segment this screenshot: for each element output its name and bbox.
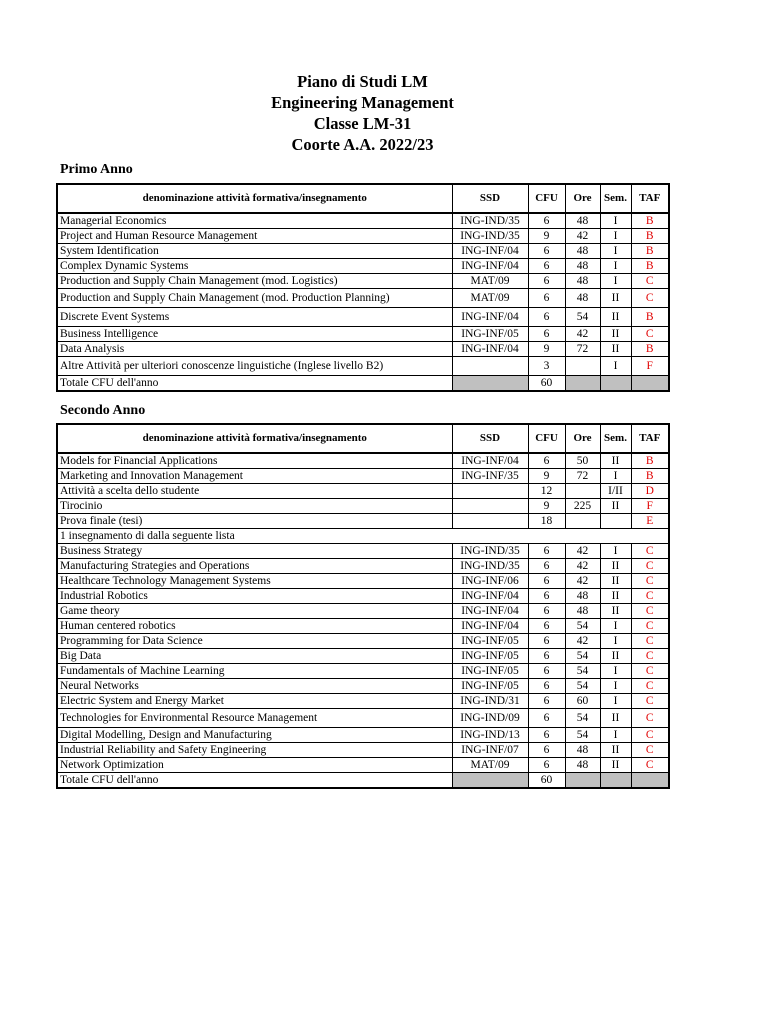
total-cfu: 60 bbox=[528, 773, 565, 789]
sem-value: I bbox=[600, 728, 631, 743]
ore-value: 54 bbox=[565, 679, 600, 694]
taf-value: C bbox=[631, 559, 669, 574]
section-label-year1: Primo Anno bbox=[60, 162, 133, 177]
sem-value: I bbox=[600, 259, 631, 274]
ore-value bbox=[565, 357, 600, 376]
ore-value: 42 bbox=[565, 559, 600, 574]
cfu-value: 6 bbox=[528, 634, 565, 649]
course-name: Business Intelligence bbox=[57, 327, 452, 342]
cfu-value: 6 bbox=[528, 743, 565, 758]
ssd-code: ING-INF/05 bbox=[452, 679, 528, 694]
ssd-code: ING-INF/04 bbox=[452, 589, 528, 604]
table-year2 bbox=[56, 423, 670, 789]
ssd-code: ING-INF/05 bbox=[452, 649, 528, 664]
sem-value: II bbox=[600, 709, 631, 728]
header-ore: Ore bbox=[565, 424, 600, 453]
table-row bbox=[57, 342, 669, 357]
header-taf: TAF bbox=[631, 184, 669, 213]
table-row bbox=[57, 634, 669, 649]
taf-value: C bbox=[631, 574, 669, 589]
title-line: Engineering Management bbox=[271, 93, 454, 112]
taf-value: B bbox=[631, 213, 669, 229]
course-name: Managerial Economics bbox=[57, 213, 452, 229]
sem-value: II bbox=[600, 342, 631, 357]
course-name: Electric System and Energy Market bbox=[57, 694, 452, 709]
cfu-value: 6 bbox=[528, 289, 565, 308]
sem-value: II bbox=[600, 308, 631, 327]
course-name: Complex Dynamic Systems bbox=[57, 259, 452, 274]
taf-value: B bbox=[631, 342, 669, 357]
table-row bbox=[57, 619, 669, 634]
empty-cell bbox=[631, 376, 669, 392]
course-name: Digital Modelling, Design and Manufacturing bbox=[57, 728, 452, 743]
empty-cell bbox=[565, 376, 600, 392]
course-name: Business Strategy bbox=[57, 544, 452, 559]
table-row bbox=[57, 484, 669, 499]
taf-value: F bbox=[631, 357, 669, 376]
taf-value: D bbox=[631, 484, 669, 499]
table-row bbox=[57, 308, 669, 327]
sem-value: I bbox=[600, 229, 631, 244]
ore-value: 48 bbox=[565, 758, 600, 773]
ore-value: 48 bbox=[565, 289, 600, 308]
taf-value: C bbox=[631, 728, 669, 743]
cfu-value: 9 bbox=[528, 469, 565, 484]
ssd-code: ING-IND/13 bbox=[452, 728, 528, 743]
cfu-value: 6 bbox=[528, 327, 565, 342]
table-year1 bbox=[56, 183, 670, 392]
ssd-code: ING-INF/07 bbox=[452, 743, 528, 758]
course-name: Industrial Reliability and Safety Engineering bbox=[57, 743, 452, 758]
sem-value: I/II bbox=[600, 484, 631, 499]
ore-value: 48 bbox=[565, 274, 600, 289]
ore-value: 42 bbox=[565, 229, 600, 244]
title-line: Coorte A.A. 2022/23 bbox=[291, 135, 434, 154]
cfu-value: 6 bbox=[528, 709, 565, 728]
table-row bbox=[57, 709, 669, 728]
ore-value: 54 bbox=[565, 664, 600, 679]
cfu-value: 9 bbox=[528, 229, 565, 244]
empty-cell bbox=[631, 773, 669, 789]
course-name: Production and Supply Chain Management (mod. Production Planning) bbox=[57, 289, 452, 308]
ssd-code: ING-IND/31 bbox=[452, 694, 528, 709]
ore-value: 48 bbox=[565, 589, 600, 604]
ssd-code: ING-IND/35 bbox=[452, 213, 528, 229]
total-row bbox=[57, 376, 669, 392]
taf-value: C bbox=[631, 634, 669, 649]
taf-value: C bbox=[631, 758, 669, 773]
ore-value: 50 bbox=[565, 453, 600, 469]
table-row bbox=[57, 514, 669, 529]
taf-value: C bbox=[631, 544, 669, 559]
ssd-code: MAT/09 bbox=[452, 758, 528, 773]
cfu-value: 6 bbox=[528, 308, 565, 327]
cfu-value: 6 bbox=[528, 589, 565, 604]
cfu-value: 3 bbox=[528, 357, 565, 376]
total-label: Totale CFU dell'anno bbox=[57, 773, 452, 789]
ore-value: 48 bbox=[565, 604, 600, 619]
ore-value: 48 bbox=[565, 259, 600, 274]
ore-value: 42 bbox=[565, 544, 600, 559]
ssd-code: ING-INF/04 bbox=[452, 244, 528, 259]
empty-cell bbox=[565, 773, 600, 789]
ssd-code: ING-IND/35 bbox=[452, 559, 528, 574]
course-name: System Identification bbox=[57, 244, 452, 259]
ssd-code bbox=[452, 514, 528, 529]
cfu-value: 6 bbox=[528, 619, 565, 634]
ore-value: 72 bbox=[565, 469, 600, 484]
table-row bbox=[57, 758, 669, 773]
sem-value: I bbox=[600, 469, 631, 484]
sem-value: I bbox=[600, 664, 631, 679]
sem-value: I bbox=[600, 619, 631, 634]
sem-value: I bbox=[600, 274, 631, 289]
header-ssd: SSD bbox=[452, 424, 528, 453]
table-header-row bbox=[57, 424, 669, 453]
taf-value: E bbox=[631, 514, 669, 529]
taf-value: B bbox=[631, 469, 669, 484]
course-name: Prova finale (tesi) bbox=[57, 514, 452, 529]
course-name: Models for Financial Applications bbox=[57, 453, 452, 469]
title-line: Piano di Studi LM bbox=[297, 72, 428, 91]
course-name: Human centered robotics bbox=[57, 619, 452, 634]
ore-value: 48 bbox=[565, 743, 600, 758]
ore-value: 72 bbox=[565, 342, 600, 357]
sem-value: I bbox=[600, 634, 631, 649]
taf-value: C bbox=[631, 604, 669, 619]
table-row bbox=[57, 469, 669, 484]
cfu-value: 6 bbox=[528, 649, 565, 664]
table-row bbox=[57, 649, 669, 664]
ssd-code bbox=[452, 357, 528, 376]
ore-value: 54 bbox=[565, 308, 600, 327]
ssd-code bbox=[452, 499, 528, 514]
taf-value: B bbox=[631, 244, 669, 259]
sem-value: II bbox=[600, 499, 631, 514]
course-name: Discrete Event Systems bbox=[57, 308, 452, 327]
ssd-code: ING-INF/04 bbox=[452, 259, 528, 274]
ssd-code: ING-IND/35 bbox=[452, 544, 528, 559]
sem-value: I bbox=[600, 544, 631, 559]
cfu-value: 6 bbox=[528, 604, 565, 619]
course-name: Game theory bbox=[57, 604, 452, 619]
sem-value: II bbox=[600, 589, 631, 604]
table-row bbox=[57, 453, 669, 469]
table-row bbox=[57, 244, 669, 259]
course-name: Technologies for Environmental Resource Management bbox=[57, 709, 452, 728]
ssd-code: ING-INF/04 bbox=[452, 308, 528, 327]
cfu-value: 18 bbox=[528, 514, 565, 529]
ssd-code: MAT/09 bbox=[452, 289, 528, 308]
cfu-value: 12 bbox=[528, 484, 565, 499]
course-name: Manufacturing Strategies and Operations bbox=[57, 559, 452, 574]
cfu-value: 6 bbox=[528, 664, 565, 679]
ore-value: 42 bbox=[565, 634, 600, 649]
cfu-value: 6 bbox=[528, 274, 565, 289]
ssd-code: ING-IND/35 bbox=[452, 229, 528, 244]
table-header-row bbox=[57, 184, 669, 213]
taf-value: B bbox=[631, 453, 669, 469]
taf-value: C bbox=[631, 589, 669, 604]
cfu-value: 6 bbox=[528, 679, 565, 694]
course-name: Industrial Robotics bbox=[57, 589, 452, 604]
taf-value: C bbox=[631, 679, 669, 694]
table-row bbox=[57, 213, 669, 229]
header-sem: Sem. bbox=[600, 184, 631, 213]
sem-value: II bbox=[600, 574, 631, 589]
course-name: Fundamentals of Machine Learning bbox=[57, 664, 452, 679]
taf-value: C bbox=[631, 664, 669, 679]
header-cfu: CFU bbox=[528, 424, 565, 453]
table-row bbox=[57, 274, 669, 289]
ssd-code: ING-INF/04 bbox=[452, 342, 528, 357]
ore-value: 42 bbox=[565, 574, 600, 589]
ore-value: 54 bbox=[565, 649, 600, 664]
table-row bbox=[57, 604, 669, 619]
ssd-code: ING-INF/04 bbox=[452, 453, 528, 469]
header-denominazione: denominazione attività formativa/insegnamento bbox=[57, 424, 452, 453]
cfu-value: 9 bbox=[528, 342, 565, 357]
ore-value: 54 bbox=[565, 619, 600, 634]
course-name: Network Optimization bbox=[57, 758, 452, 773]
cfu-value: 6 bbox=[528, 728, 565, 743]
sem-value: I bbox=[600, 694, 631, 709]
course-name: Altre Attività per ulteriori conoscenze linguistiche (Inglese livello B2) bbox=[57, 357, 452, 376]
table-row bbox=[57, 574, 669, 589]
table-row bbox=[57, 499, 669, 514]
course-name: Healthcare Technology Management Systems bbox=[57, 574, 452, 589]
table-row bbox=[57, 327, 669, 342]
sem-value: II bbox=[600, 758, 631, 773]
sem-value: I bbox=[600, 244, 631, 259]
cfu-value: 6 bbox=[528, 453, 565, 469]
taf-value: C bbox=[631, 743, 669, 758]
list-note: 1 insegnamento di dalla seguente lista bbox=[57, 529, 669, 544]
cfu-value: 6 bbox=[528, 259, 565, 274]
total-cfu: 60 bbox=[528, 376, 565, 392]
table-row bbox=[57, 679, 669, 694]
table-row bbox=[57, 589, 669, 604]
ore-value: 48 bbox=[565, 213, 600, 229]
course-name: Data Analysis bbox=[57, 342, 452, 357]
cfu-value: 6 bbox=[528, 559, 565, 574]
header-ssd: SSD bbox=[452, 184, 528, 213]
taf-value: C bbox=[631, 289, 669, 308]
course-name: Programming for Data Science bbox=[57, 634, 452, 649]
cfu-value: 6 bbox=[528, 694, 565, 709]
ssd-code: ING-INF/04 bbox=[452, 604, 528, 619]
empty-cell bbox=[452, 376, 528, 392]
table-row bbox=[57, 544, 669, 559]
taf-value: C bbox=[631, 649, 669, 664]
taf-value: C bbox=[631, 694, 669, 709]
cfu-value: 6 bbox=[528, 544, 565, 559]
table-row bbox=[57, 259, 669, 274]
table-row bbox=[57, 728, 669, 743]
cfu-value: 6 bbox=[528, 758, 565, 773]
taf-value: B bbox=[631, 229, 669, 244]
ore-value: 54 bbox=[565, 728, 600, 743]
ssd-code: ING-INF/35 bbox=[452, 469, 528, 484]
title-line: Classe LM-31 bbox=[313, 114, 412, 133]
ore-value: 54 bbox=[565, 709, 600, 728]
sem-value bbox=[600, 514, 631, 529]
course-name: Attività a scelta dello studente bbox=[57, 484, 452, 499]
cfu-value: 6 bbox=[528, 574, 565, 589]
course-name: Tirocinio bbox=[57, 499, 452, 514]
cfu-value: 6 bbox=[528, 213, 565, 229]
taf-value: C bbox=[631, 274, 669, 289]
total-label: Totale CFU dell'anno bbox=[57, 376, 452, 392]
course-name: Marketing and Innovation Management bbox=[57, 469, 452, 484]
ore-value bbox=[565, 514, 600, 529]
empty-cell bbox=[452, 773, 528, 789]
course-name: Big Data bbox=[57, 649, 452, 664]
taf-value: B bbox=[631, 259, 669, 274]
empty-cell bbox=[600, 376, 631, 392]
ssd-code: ING-IND/09 bbox=[452, 709, 528, 728]
ore-value: 225 bbox=[565, 499, 600, 514]
table-row bbox=[57, 229, 669, 244]
header-denominazione: denominazione attività formativa/insegnamento bbox=[57, 184, 452, 213]
sem-value: II bbox=[600, 604, 631, 619]
list-note-row bbox=[57, 529, 669, 544]
cfu-value: 6 bbox=[528, 244, 565, 259]
ore-value bbox=[565, 484, 600, 499]
total-row bbox=[57, 773, 669, 789]
taf-value: C bbox=[631, 709, 669, 728]
header-sem: Sem. bbox=[600, 424, 631, 453]
taf-value: B bbox=[631, 308, 669, 327]
sem-value: II bbox=[600, 559, 631, 574]
table-row bbox=[57, 743, 669, 758]
taf-value: C bbox=[631, 619, 669, 634]
empty-cell bbox=[600, 773, 631, 789]
sem-value: II bbox=[600, 289, 631, 308]
ssd-code: ING-INF/05 bbox=[452, 327, 528, 342]
sem-value: II bbox=[600, 649, 631, 664]
ore-value: 60 bbox=[565, 694, 600, 709]
sem-value: II bbox=[600, 453, 631, 469]
header-taf: TAF bbox=[631, 424, 669, 453]
sem-value: I bbox=[600, 679, 631, 694]
sem-value: II bbox=[600, 327, 631, 342]
table-row bbox=[57, 559, 669, 574]
cfu-value: 9 bbox=[528, 499, 565, 514]
taf-value: F bbox=[631, 499, 669, 514]
header-cfu: CFU bbox=[528, 184, 565, 213]
ssd-code: ING-INF/05 bbox=[452, 634, 528, 649]
document-title bbox=[0, 71, 725, 155]
course-name: Project and Human Resource Management bbox=[57, 229, 452, 244]
ssd-code: ING-INF/05 bbox=[452, 664, 528, 679]
ssd-code bbox=[452, 484, 528, 499]
table-row bbox=[57, 694, 669, 709]
ore-value: 42 bbox=[565, 327, 600, 342]
section-label-year2: Secondo Anno bbox=[60, 403, 146, 418]
ssd-code: ING-INF/06 bbox=[452, 574, 528, 589]
table-row bbox=[57, 664, 669, 679]
sem-value: I bbox=[600, 213, 631, 229]
ore-value: 48 bbox=[565, 244, 600, 259]
table-row bbox=[57, 289, 669, 308]
ssd-code: MAT/09 bbox=[452, 274, 528, 289]
taf-value: C bbox=[631, 327, 669, 342]
ssd-code: ING-INF/04 bbox=[452, 619, 528, 634]
sem-value: I bbox=[600, 357, 631, 376]
header-ore: Ore bbox=[565, 184, 600, 213]
course-name: Production and Supply Chain Management (mod. Logistics) bbox=[57, 274, 452, 289]
course-name: Neural Networks bbox=[57, 679, 452, 694]
table-row bbox=[57, 357, 669, 376]
sem-value: II bbox=[600, 743, 631, 758]
